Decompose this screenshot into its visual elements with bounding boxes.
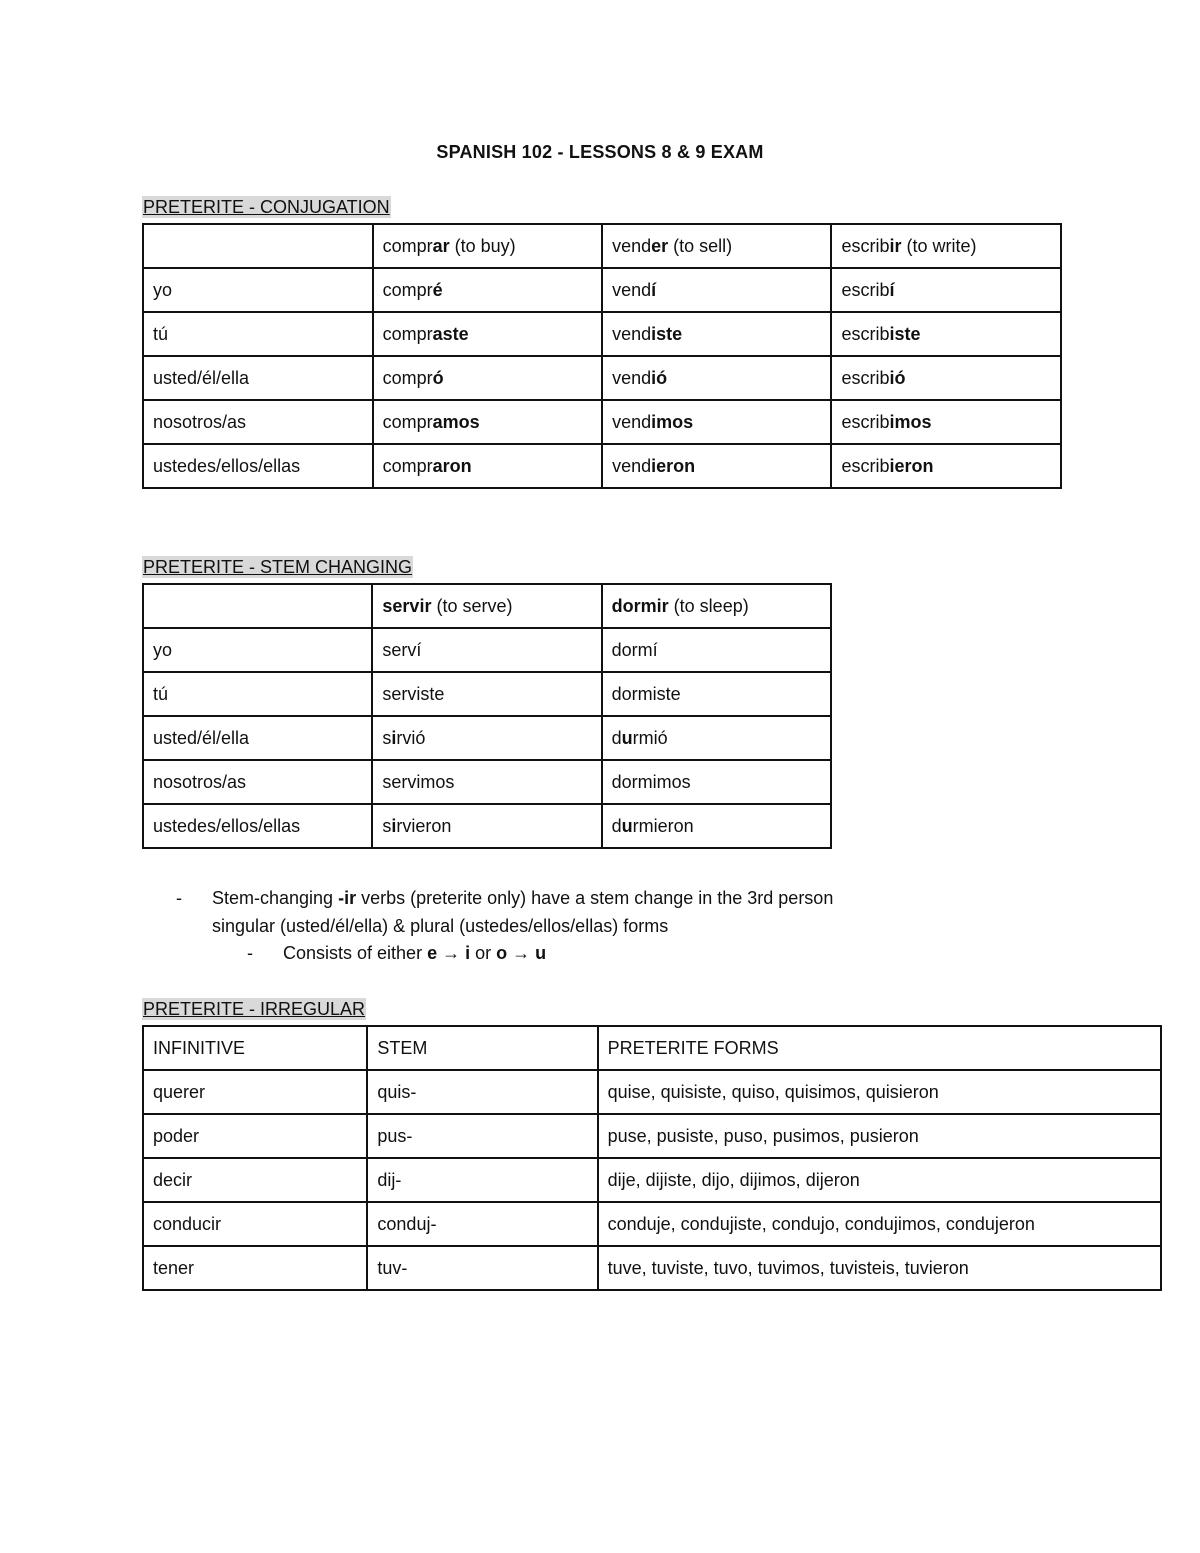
infinitive-cell: poder	[143, 1114, 367, 1158]
section-heading-irregular: PRETERITE - IRREGULAR	[143, 999, 366, 1019]
pronoun-cell	[143, 716, 372, 760]
table-row	[143, 804, 831, 848]
conjugation-header-cell	[143, 224, 373, 268]
bold-fragment: i	[391, 815, 397, 836]
text-fragment: serví	[382, 639, 422, 660]
sub-bullet-marker: -	[247, 943, 253, 963]
conjugation-cell	[372, 628, 601, 672]
note-line-1	[212, 888, 833, 909]
pronoun-cell	[143, 400, 373, 444]
conjugation-cell	[602, 716, 831, 760]
text-fragment: rvió	[396, 727, 426, 748]
text-fragment: s	[382, 815, 392, 836]
table-row	[143, 444, 1061, 488]
text-fragment: escrib	[841, 367, 890, 388]
irregular-header-cell: INFINITIVE	[143, 1026, 367, 1070]
text-fragment: vend	[612, 279, 652, 300]
bold-fragment: u	[535, 943, 547, 963]
text-fragment: ustedes/ellos/ellas	[153, 815, 301, 836]
section-heading-stem-changing: PRETERITE - STEM CHANGING	[143, 557, 413, 577]
conjugation-cell	[372, 760, 601, 804]
pronoun-cell	[143, 628, 372, 672]
text-fragment: vend	[612, 455, 652, 476]
bold-fragment: ió	[651, 367, 668, 388]
table-row	[143, 1202, 1161, 1246]
bold-fragment: í	[889, 279, 895, 300]
stem-cell: quis-	[367, 1070, 597, 1114]
text-fragment: dormiste	[611, 683, 681, 704]
text-fragment: compr	[382, 411, 433, 432]
text-fragment: or	[470, 943, 497, 963]
conjugation-cell	[372, 716, 601, 760]
bold-fragment: o	[496, 943, 508, 963]
preterite-forms-cell: tuve, tuviste, tuvo, tuvimos, tuvisteis, tuvieron	[598, 1246, 1161, 1290]
bold-fragment: é	[432, 279, 443, 300]
text-fragment: (to serve)	[431, 595, 513, 616]
text-fragment: escrib	[841, 411, 890, 432]
table-header-row	[143, 1026, 1161, 1070]
conjugation-cell	[831, 400, 1061, 444]
text-fragment: vend	[612, 411, 652, 432]
infinitive-cell: conducir	[143, 1202, 367, 1246]
bold-fragment: i	[391, 727, 397, 748]
irregular-table	[142, 1025, 1162, 1291]
conjugation-header-cell	[831, 224, 1061, 268]
stem-changing-header-cell	[602, 584, 831, 628]
bullet-marker: -	[176, 888, 182, 908]
bold-fragment: ó	[432, 367, 444, 388]
text-fragment: yo	[153, 639, 173, 660]
text-fragment: nosotros/as	[153, 771, 247, 792]
stem-cell: dij-	[367, 1158, 597, 1202]
bold-fragment: u	[621, 727, 633, 748]
text-fragment: rvieron	[396, 815, 452, 836]
table-row	[143, 1114, 1161, 1158]
text-fragment: (to buy)	[449, 235, 516, 256]
table-row	[143, 1070, 1161, 1114]
irregular-header-cell: STEM	[367, 1026, 597, 1070]
pronoun-cell	[143, 804, 372, 848]
note-line-2	[212, 916, 668, 937]
text-fragment: ustedes/ellos/ellas	[153, 455, 301, 476]
conjugation-cell	[373, 312, 602, 356]
table-row	[143, 400, 1061, 444]
conjugation-cell	[831, 356, 1061, 400]
text-fragment: s	[382, 727, 392, 748]
stem-cell: conduj-	[367, 1202, 597, 1246]
conjugation-cell	[831, 268, 1061, 312]
text-fragment: verbs (preterite only) have a stem change in the 3rd person	[356, 888, 834, 908]
conjugation-cell	[602, 400, 831, 444]
stem-cell: tuv-	[367, 1246, 597, 1290]
bold-fragment: dormir	[611, 595, 669, 616]
text-fragment: nosotros/as	[153, 411, 247, 432]
conjugation-cell	[372, 804, 601, 848]
text-fragment: compr	[382, 235, 433, 256]
conjugation-cell	[602, 760, 831, 804]
text-fragment: escrib	[841, 279, 890, 300]
conjugation-cell	[373, 356, 602, 400]
text-fragment: usted/él/ella	[153, 367, 250, 388]
text-fragment: dormí	[611, 639, 658, 660]
bold-fragment: -ir	[338, 888, 357, 908]
text-fragment: (to sleep)	[668, 595, 749, 616]
stem-changing-table	[142, 583, 832, 849]
bold-fragment: imos	[889, 411, 932, 432]
bold-fragment: iste	[889, 323, 921, 344]
bold-fragment: i	[465, 943, 471, 963]
text-fragment: yo	[153, 279, 173, 300]
conjugation-cell	[602, 356, 831, 400]
conjugation-cell	[372, 672, 601, 716]
bold-fragment: e	[427, 943, 438, 963]
bold-fragment: ieron	[651, 455, 696, 476]
preterite-forms-cell: quise, quisiste, quiso, quisimos, quisieron	[598, 1070, 1161, 1114]
bold-fragment: servir	[382, 595, 432, 616]
text-fragment: servimos	[382, 771, 455, 792]
infinitive-cell: decir	[143, 1158, 367, 1202]
text-fragment: tú	[153, 683, 169, 704]
bold-fragment: iste	[651, 323, 683, 344]
conjugation-cell	[373, 268, 602, 312]
conjugation-cell	[831, 444, 1061, 488]
table-row	[143, 672, 831, 716]
text-fragment: dormimos	[611, 771, 691, 792]
note-sub-line	[283, 943, 546, 964]
conjugation-cell	[602, 672, 831, 716]
bold-fragment: amos	[432, 411, 480, 432]
text-fragment: →	[507, 943, 536, 963]
infinitive-cell: querer	[143, 1070, 367, 1114]
conjugation-cell	[602, 312, 831, 356]
conjugation-cell	[602, 268, 831, 312]
text-fragment: vend	[612, 367, 652, 388]
stem-changing-header-cell	[143, 584, 372, 628]
conjugation-cell	[602, 804, 831, 848]
table-header-row	[143, 224, 1061, 268]
text-fragment: usted/él/ella	[153, 727, 250, 748]
text-fragment: compr	[382, 367, 433, 388]
table-row	[143, 268, 1061, 312]
text-fragment: serviste	[382, 683, 445, 704]
conjugation-cell	[602, 628, 831, 672]
bold-fragment: aron	[432, 455, 472, 476]
text-fragment: →	[437, 943, 466, 963]
text-fragment: compr	[382, 323, 433, 344]
bold-fragment: í	[651, 279, 657, 300]
text-fragment: vend	[612, 235, 652, 256]
text-fragment: tú	[153, 323, 169, 344]
bold-fragment: ió	[889, 367, 906, 388]
pronoun-cell	[143, 356, 373, 400]
section-heading-conjugation: PRETERITE - CONJUGATION	[143, 197, 390, 217]
conjugation-header-cell	[602, 224, 831, 268]
preterite-forms-cell: puse, pusiste, puso, pusimos, pusieron	[598, 1114, 1161, 1158]
conjugation-cell	[831, 312, 1061, 356]
pronoun-cell	[143, 444, 373, 488]
conjugation-cell	[602, 444, 831, 488]
text-fragment: escrib	[841, 323, 890, 344]
table-header-row	[143, 584, 831, 628]
table-row	[143, 628, 831, 672]
preterite-forms-cell: dije, dijiste, dijo, dijimos, dijeron	[598, 1158, 1161, 1202]
text-fragment: compr	[382, 455, 433, 476]
pronoun-cell	[143, 268, 373, 312]
table-row	[143, 312, 1061, 356]
text-fragment: d	[611, 727, 622, 748]
table-row	[143, 716, 831, 760]
text-fragment: (to sell)	[668, 235, 733, 256]
text-fragment: escrib	[841, 235, 890, 256]
table-row	[143, 760, 831, 804]
pronoun-cell	[143, 672, 372, 716]
pronoun-cell	[143, 760, 372, 804]
conjugation-table	[142, 223, 1062, 489]
text-fragment: d	[611, 815, 622, 836]
conjugation-cell	[373, 444, 602, 488]
bold-fragment: ir	[889, 235, 902, 256]
bold-fragment: imos	[651, 411, 694, 432]
text-fragment: rmieron	[632, 815, 694, 836]
table-row	[143, 1246, 1161, 1290]
table-row	[143, 356, 1061, 400]
infinitive-cell: tener	[143, 1246, 367, 1290]
preterite-forms-cell: conduje, condujiste, condujo, condujimos, condujeron	[598, 1202, 1161, 1246]
irregular-header-cell: PRETERITE FORMS	[598, 1026, 1161, 1070]
text-fragment: vend	[612, 323, 652, 344]
stem-cell: pus-	[367, 1114, 597, 1158]
text-fragment: Stem-changing	[212, 888, 339, 908]
text-fragment: escrib	[841, 455, 890, 476]
bold-fragment: u	[621, 815, 633, 836]
stem-changing-header-cell	[372, 584, 601, 628]
table-row	[143, 1158, 1161, 1202]
text-fragment: (to write)	[901, 235, 977, 256]
conjugation-header-cell	[373, 224, 602, 268]
text-fragment: compr	[382, 279, 433, 300]
text-fragment: Consists of either	[283, 943, 428, 963]
page-title: SPANISH 102 - LESSONS 8 & 9 EXAM	[436, 142, 764, 162]
text-fragment: singular (usted/él/ella) & plural (ustedes/ellos/ellas) forms	[212, 916, 669, 936]
bold-fragment: aste	[432, 323, 469, 344]
bold-fragment: er	[651, 235, 669, 256]
bold-fragment: ar	[432, 235, 450, 256]
pronoun-cell	[143, 312, 373, 356]
conjugation-cell	[373, 400, 602, 444]
bold-fragment: ieron	[889, 455, 934, 476]
text-fragment: rmió	[632, 727, 668, 748]
